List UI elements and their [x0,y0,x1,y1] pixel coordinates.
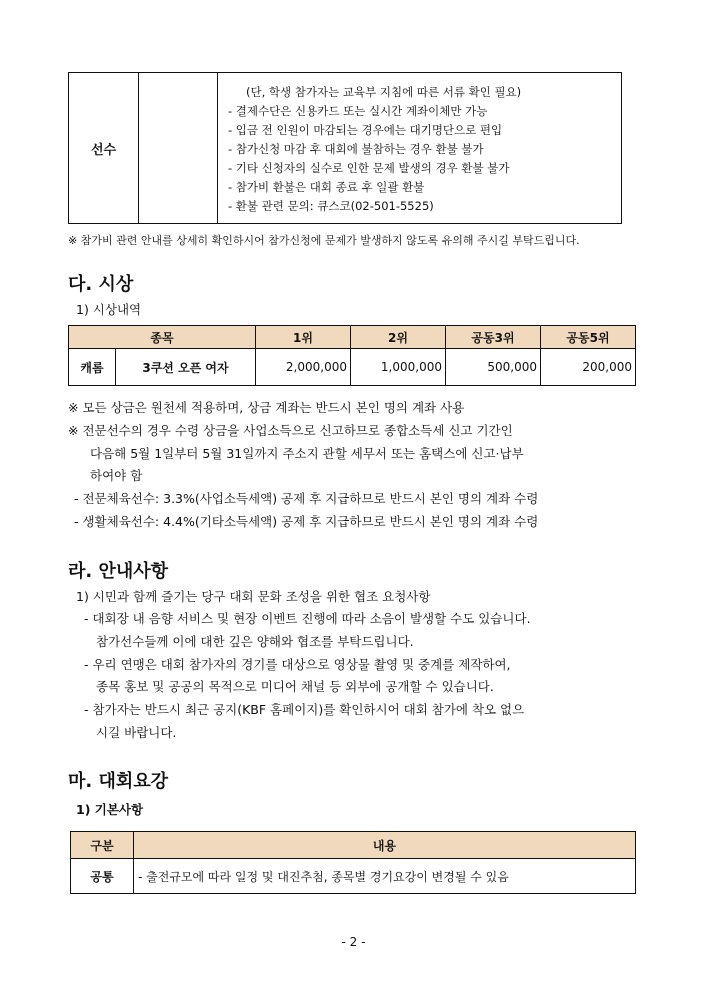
refund-line: - 결제수단은 신용카드 또는 실시간 계좌이체만 가능 [228,103,488,118]
refund-line: (단, 학생 참가자는 교육부 지침에 따른 서류 확인 필요) [246,84,522,99]
prize-5th: 200,000 [541,349,636,386]
refund-note: ※ 참가비 관련 안내를 상세히 확인하시어 참가신청에 문제가 발생하지 않도록 유의해 주시길 부탁드립니다. [68,234,580,247]
prize-note: 다음해 5월 1일부터 5월 31일까지 주소지 관할 세무서 또는 홈택스에 신고·납부 [90,446,524,461]
prize-1st: 2,000,000 [256,349,351,386]
prize-table-header [69,326,636,349]
prize-note: ※ 모든 상금은 원천세 적용하며, 상금 계좌는 반드시 본인 명의 계좌 사용 [68,400,465,415]
prize-table [68,325,636,386]
section-title-guidelines: 마. 대회요강 [68,771,169,792]
refund-empty-cell [139,73,218,224]
header-event: 종목 [69,326,256,349]
subtitle-prize-list: 1) 시상내역 [76,302,142,317]
notice-line: 종목 홍보 및 공공의 목적으로 미디어 채널 등 외부에 공개할 수 있습니다. [96,679,494,694]
event-cell: 3쿠션 오픈 여자 [116,349,256,386]
page-number: - 2 - [341,935,366,949]
header-2nd: 2위 [351,326,446,349]
notice-line: 1) 시민과 함께 즐기는 당구 대회 문화 조성을 위한 협조 요청사항 [76,589,431,604]
prize-3rd: 500,000 [446,349,541,386]
refund-details [218,73,622,224]
notice-line: - 참가자는 반드시 최근 공지(KBF 홈페이지)를 확인하시어 대회 참가에 착오 없으 [84,702,525,717]
refund-line: - 참가비 환불은 대회 종료 후 일괄 환불 [228,179,425,194]
section-title-awards: 다. 시상 [68,274,134,295]
table-row [69,349,636,386]
subtitle-basics: 1) 기본사항 [76,802,144,817]
basic-value: - 출전규모에 따라 일정 및 대진추첨, 종목별 경기요강이 변경될 수 있음 [134,859,636,894]
refund-line: - 환불 관련 문의: 큐스코(02-501-5525) [228,198,434,213]
header-3rd: 공동3위 [446,326,541,349]
notice-line: - 우리 연맹은 대회 참가자의 경기를 대상으로 영상물 촬영 및 중계를 제작하여, [84,657,511,672]
header-1st: 1위 [256,326,351,349]
basic-info-table [70,831,636,894]
prize-note: ※ 전문선수의 경우 수령 상금을 사업소득으로 신고하므로 종합소득세 신고 기간인 [68,423,513,438]
refund-line: - 참가신청 마감 후 대회에 불참하는 경우 환불 불가 [228,141,484,156]
notice-line: 참가선수들께 이에 대한 깊은 양해와 협조를 부탁드립니다. [96,634,414,649]
category-cell: 캐롬 [69,349,116,386]
header-5th: 공동5위 [541,326,636,349]
prize-note: - 전문체육선수: 3.3%(사업소득세액) 공제 후 지급하므로 반드시 본인 명의 계좌 수령 [74,491,539,506]
refund-row-label: 선수 [69,73,139,224]
basic-key: 공통 [71,859,134,894]
refund-line: - 입금 전 인원이 마감되는 경우에는 대기명단으로 편입 [228,122,503,137]
header-category: 구분 [71,832,134,859]
table-row [71,859,636,894]
prize-note: 하여야 함 [90,468,143,483]
prize-2nd: 1,000,000 [351,349,446,386]
notice-line: 시길 바랍니다. [96,725,177,740]
section-title-notice: 라. 안내사항 [68,561,169,582]
header-content: 내용 [134,832,636,859]
prize-note: - 생활체육선수: 4.4%(기타소득세액) 공제 후 지급하므로 반드시 본인 명의 계좌 수령 [74,514,539,529]
refund-table [68,72,622,224]
refund-line: - 기타 신청자의 실수로 인한 문제 발생의 경우 환불 불가 [228,160,510,175]
notice-line: - 대회장 내 음향 서비스 및 현장 이벤트 진행에 따라 소음이 발생할 수도 있습니다. [84,611,531,626]
basic-table-header [71,832,636,859]
